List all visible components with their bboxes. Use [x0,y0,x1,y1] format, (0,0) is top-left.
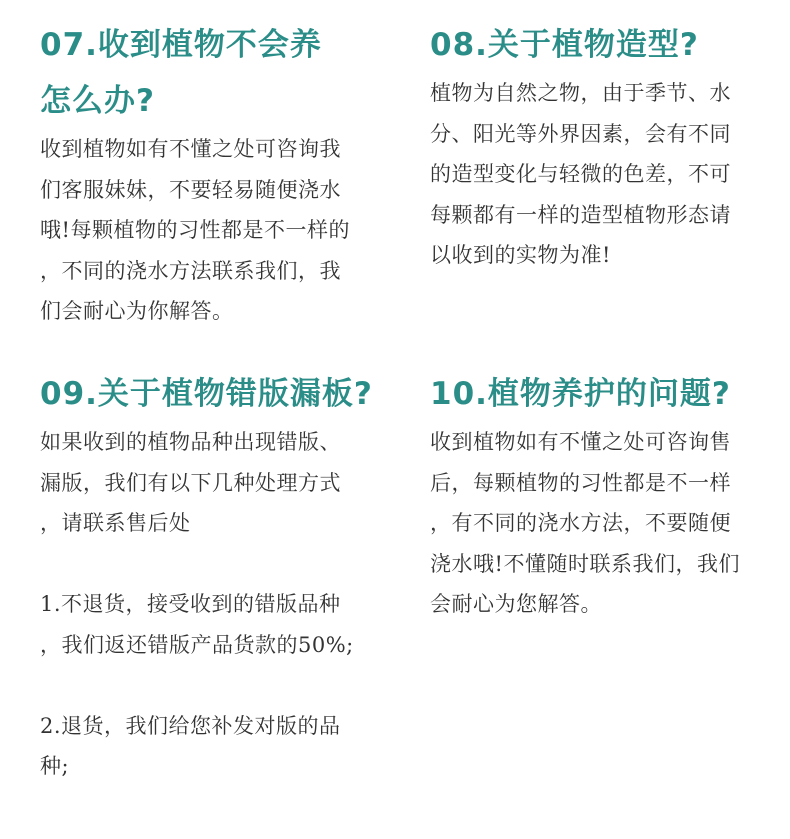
body-line: 分、阳光等外界因素，会有不同 [430,121,731,146]
faq-section-10 [430,366,780,625]
body-line: ，不同的浇水方法联系我们，我 [40,258,341,283]
section-body [430,73,780,276]
body-line: 哦!每颗植物的习性都是不一样的 [40,218,350,242]
body-line: 会耐心为您解答。 [430,592,602,616]
body-line: 的造型变化与轻微的色差，不可 [430,162,731,186]
title-line: 07.收到植物不会养 [40,27,322,63]
body-line: 们会耐心为你解答。 [40,299,234,323]
body-line: 收到植物如有不懂之处可咨询售 [430,430,731,454]
body-line: 如果收到的植物品种出现错版、 [40,430,341,454]
faq-section-08 [430,17,780,276]
body-line: 们客服妹妹，不要轻易随便浇水 [40,177,341,202]
section-body [40,422,390,787]
body-line: 以收到的实物为准! [430,243,611,267]
body-line: 漏版，我们有以下几种处理方式 [40,470,341,495]
section-title [40,17,390,129]
section-body [430,422,780,625]
body-line: 1.不退货，接受收到的错版品种 [40,592,341,616]
section-body [40,129,390,332]
title-line: 10.植物养护的问题? [430,376,731,412]
body-line: 植物为自然之物，由于季节、水 [430,81,731,105]
faq-section-07 [40,17,390,332]
body-line: 种; [40,754,70,778]
section-title [430,17,780,73]
paragraph-spacer [40,665,390,706]
body-line: 2.退货，我们给您补发对版的品 [40,713,341,738]
title-line: 09.关于植物错版漏板? [40,376,373,412]
body-line: ，我们返还错版产品货款的50%; [40,632,354,657]
body-line: 每颗都有一样的造型植物形态请 [430,202,731,227]
title-line: 08.关于植物造型? [430,27,699,63]
body-line: 收到植物如有不懂之处可咨询我 [40,137,341,161]
body-line: 浇水哦!不懂随时联系我们，我们 [430,551,740,576]
faq-section-09 [40,366,390,787]
section-title [40,366,390,422]
body-line: ，有不同的浇水方法，不要随便 [430,511,731,535]
paragraph-spacer [40,544,390,585]
body-line: 后，每颗植物的习性都是不一样 [430,470,731,495]
section-title [430,366,780,422]
body-line: ，请联系售后处 [40,511,191,535]
title-line: 怎么办? [40,83,155,119]
